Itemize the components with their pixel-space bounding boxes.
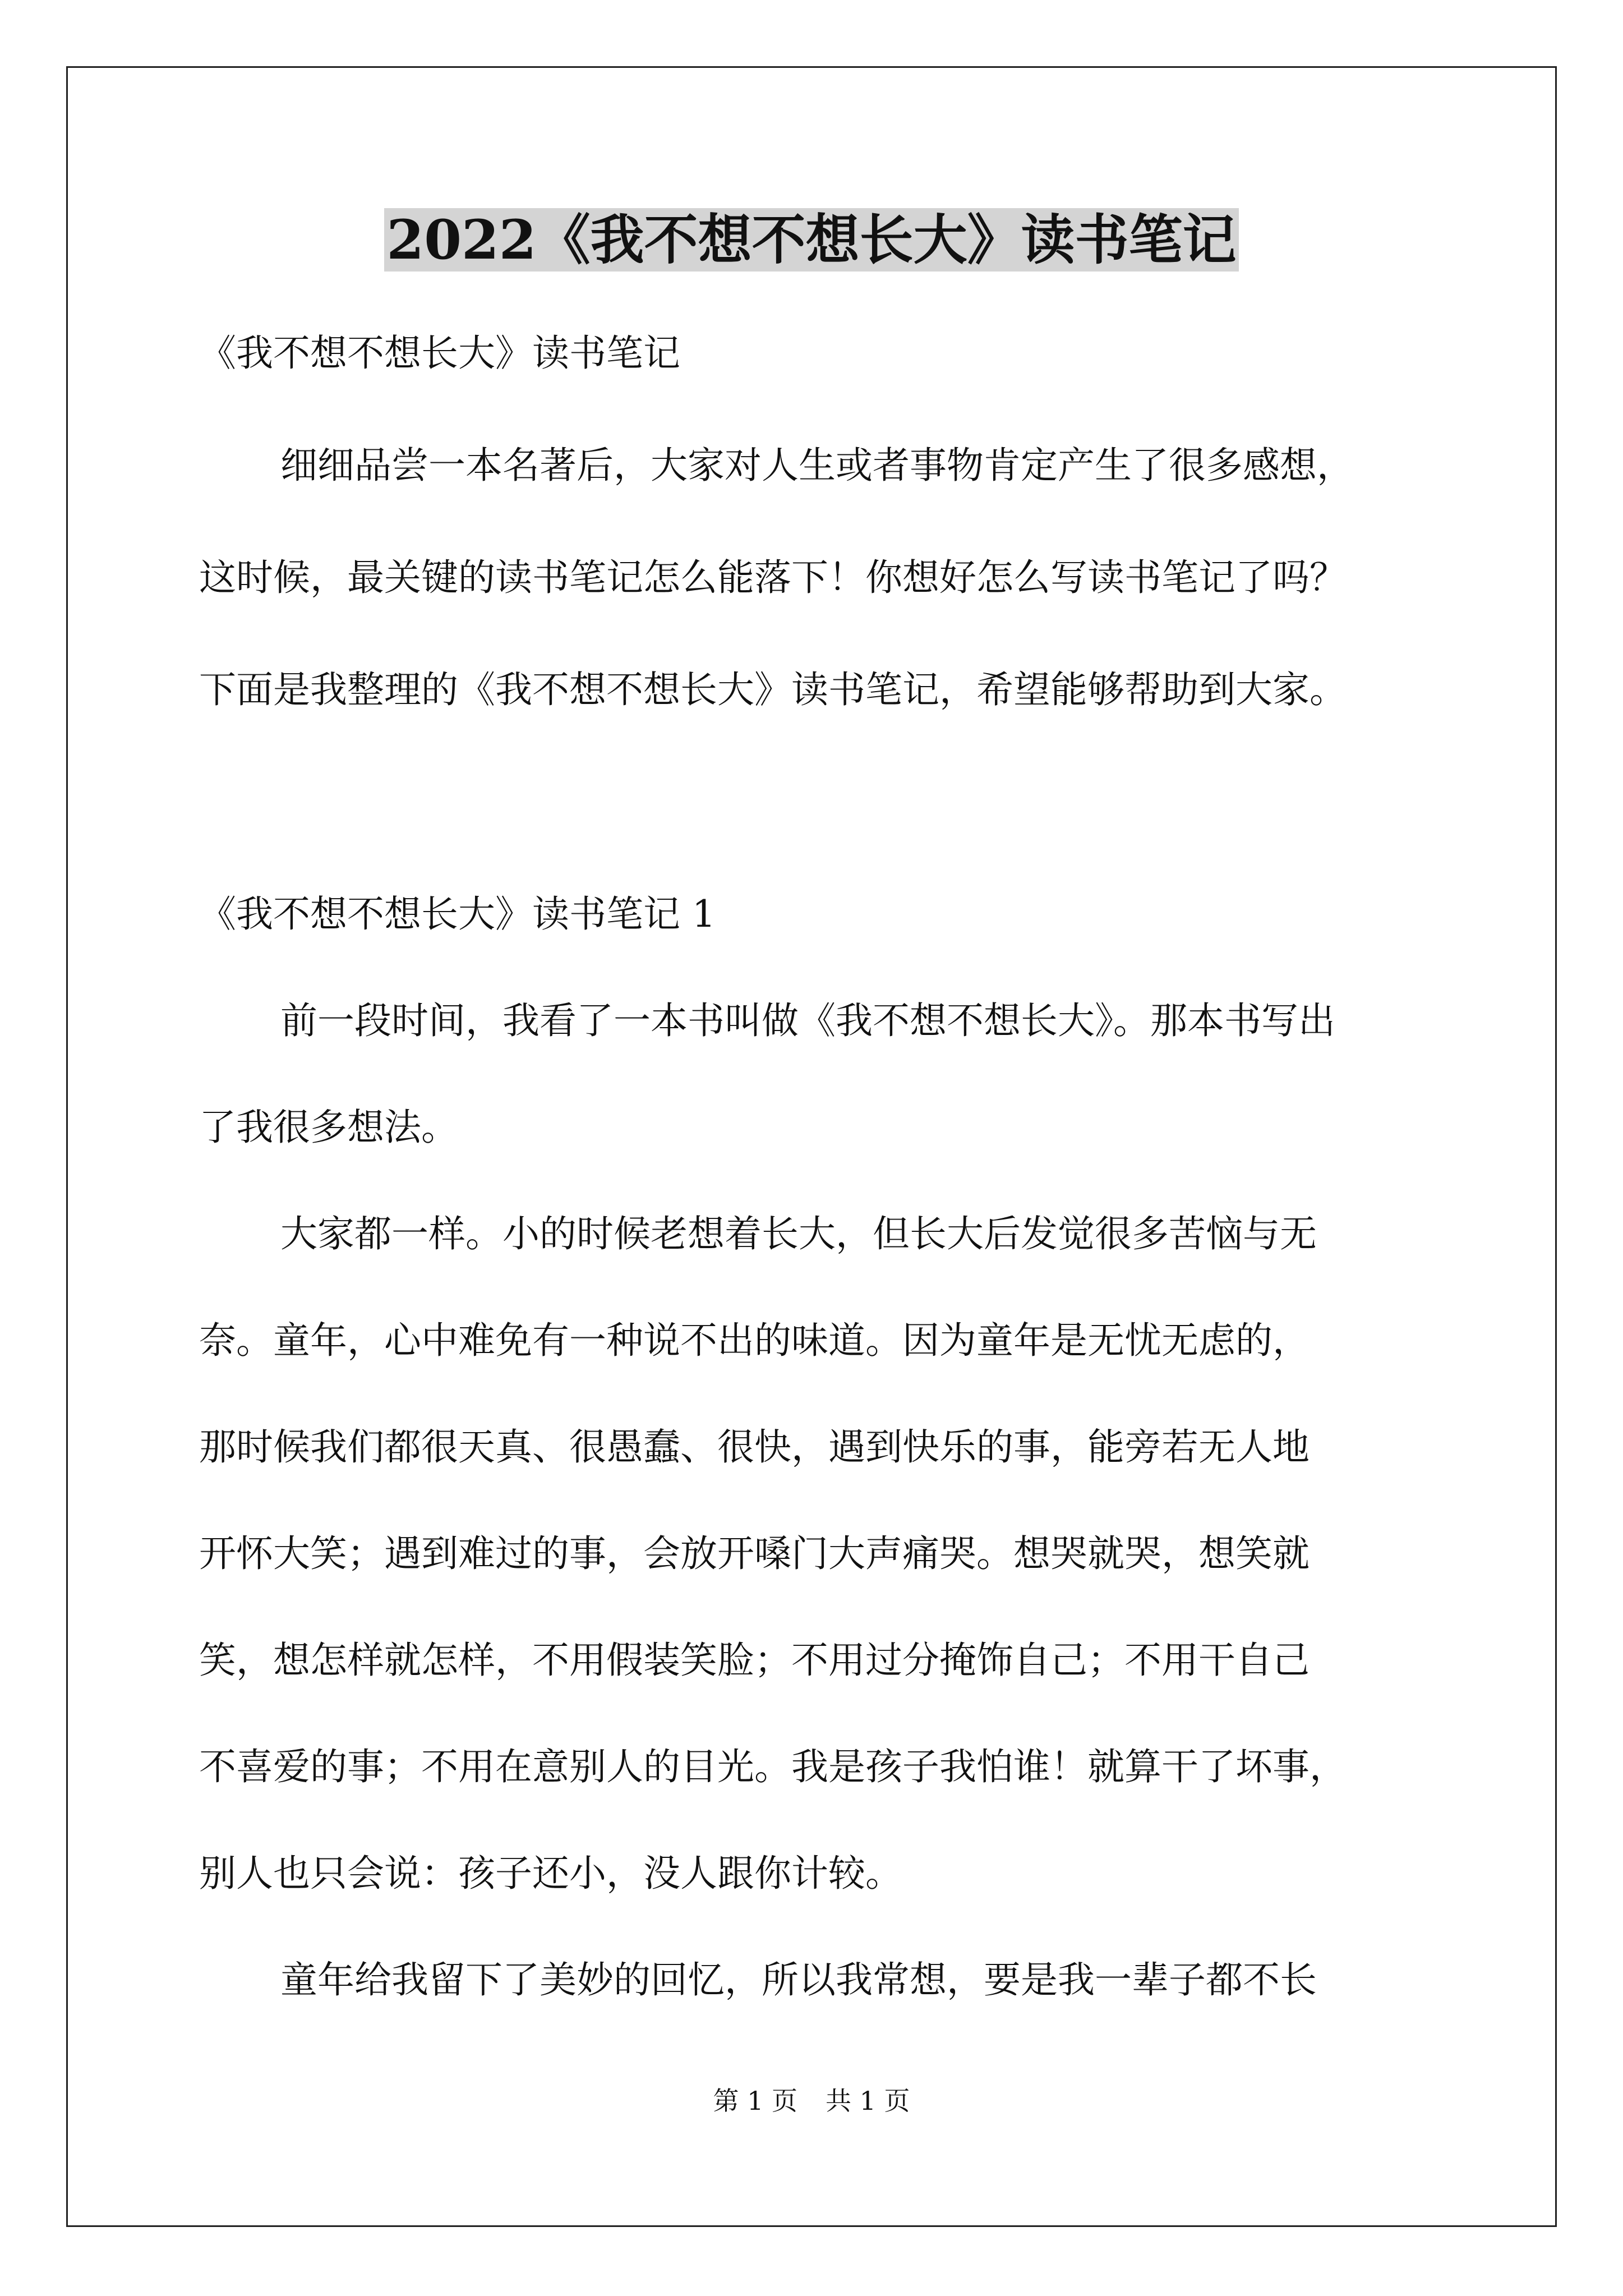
section-heading: 《我不想不想长大》读书笔记 1 bbox=[199, 892, 716, 936]
paragraph2-line: 别人也只会说：孩子还小，没人跟你计较。 bbox=[199, 1852, 902, 1895]
paragraph2-line: 笑，想怎样就怎样，不用假装笑脸；不用过分掩饰自己；不用干自己 bbox=[199, 1639, 1310, 1682]
page-number: 第 1 页 bbox=[713, 2086, 797, 2116]
paragraph2-line: 那时候我们都很天真、很愚蠢、很快，遇到快乐的事，能旁若无人地 bbox=[199, 1425, 1310, 1469]
page-total: 共 1 页 bbox=[826, 2086, 910, 2116]
intro-line: 下面是我整理的《我不想不想长大》读书笔记，希望能够帮助到大家。 bbox=[199, 668, 1347, 711]
paragraph2-line: 奈。童年，心中难免有一种说不出的味道。因为童年是无忧无虑的， bbox=[199, 1319, 1310, 1362]
paragraph2-line: 大家都一样。小的时候老想着长大，但长大后发觉很多苦恼与无 bbox=[280, 1212, 1317, 1255]
paragraph2-line: 开怀大笑；遇到难过的事，会放开嗓门大声痛哭。想哭就哭，想笑就 bbox=[199, 1532, 1310, 1575]
intro-line: 细细品尝一本名著后，大家对人生或者事物肯定产生了很多感想， bbox=[280, 444, 1354, 487]
paragraph1-line: 前一段时间，我看了一本书叫做《我不想不想长大》。那本书写出 bbox=[280, 999, 1335, 1042]
document-title bbox=[0, 201, 1623, 279]
document-heading: 《我不想不想长大》读书笔记 bbox=[199, 332, 680, 375]
paragraph1-line: 了我很多想法。 bbox=[199, 1106, 458, 1149]
document-title-text: 2022《我不想不想长大》读书笔记 bbox=[384, 208, 1238, 272]
paragraph3-line: 童年给我留下了美妙的回忆，所以我常想，要是我一辈子都不长 bbox=[280, 1958, 1317, 2001]
paragraph2-line: 不喜爱的事；不用在意别人的目光。我是孩子我怕谁！就算干了坏事， bbox=[199, 1745, 1347, 1788]
intro-line: 这时候，最关键的读书笔记怎么能落下！你想好怎么写读书笔记了吗？ bbox=[199, 556, 1347, 599]
page-footer bbox=[0, 2084, 1623, 2118]
